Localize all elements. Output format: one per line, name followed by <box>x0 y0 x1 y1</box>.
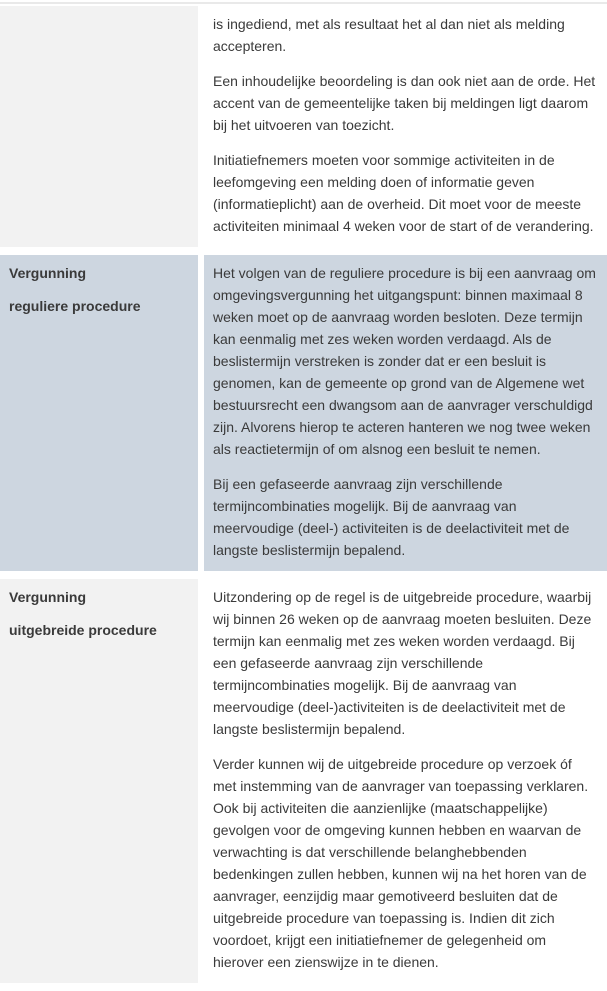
paragraph: Bij een gefaseerde aanvraag zijn verschillende termijncombinaties mogelijk. Bij de aanvraag van meervoudige (deel-) activiteiten is de deelactiviteit met de langste beslistermijn bepalend. <box>213 476 570 558</box>
row-label-title: Vergunning <box>9 589 86 605</box>
paragraph: Verder kunnen wij de uitgebreide procedure op verzoek óf met instemming van de aanvrager van toepassing verklaren. Ook bij activiteiten die aanzienlijke (maatschappelijke) gevolgen voor de omgeving kunnen hebben en waarvan de verwachting is dat verschillende belanghebbenden bedenkingen zullen hebben, kunnen wij na het horen van de aanvrager, eenzijdig maar gemotiveerd besluiten dat de uitgebreide procedure van toepassing is. Indien dit zich voordoet, krijgt een initiatiefnemer de gelegenheid om hierover een zienswijze in te dienen. <box>213 756 589 970</box>
paragraph: Het volgen van de reguliere procedure is bij een aanvraag om omgevingsvergunning het uitgangspunt: binnen maximaal 8 weken moet op de aanvraag worden besloten. Deze termijn kan eenmalig met zes weken worden verdaagd. Als de beslistermijn verstreken is zonder dat er een besluit is genomen, kan de gemeente op grond van de Algemene wet bestuursrecht een dwangsom aan de aanvrager verschuldigd zijn. Alvorens hierop te acteren hanteren we nog twee weken als reactietermijn of om alsnog een besluit te nemen. <box>213 265 596 457</box>
row-text-cell <box>204 255 607 571</box>
row-label-title: Vergunning <box>9 265 86 281</box>
table-row-reguliere-procedure <box>0 255 607 571</box>
paragraph: Initiatiefnemers moeten voor sommige activiteiten in de leefomgeving een melding doen of informatie geven (informatieplicht) aan de overheid. Dit moet voor de meeste activiteiten minimaal 4 weken voor de start of de verandering. <box>213 152 594 234</box>
paragraph: Uitzondering op de regel is de uitgebreide procedure, waarbij wij binnen 26 weken op de aanvraag moeten besluiten. Deze termijn kan eenmalig met zes weken worden verdaagd. Bij een gefaseerde aanvraag zijn verschillende termijncombinaties mogelijk. Bij de aanvraag van meervoudige (deel-)activiteiten is de deelactiviteit met de langste beslistermijn bepalend. <box>213 589 592 737</box>
row-text-cell <box>204 579 607 983</box>
row-label-subtitle: uitgebreide procedure <box>9 622 157 638</box>
row-label-cell <box>0 579 198 983</box>
table-row-uitgebreide-procedure <box>0 579 607 983</box>
row-text-cell <box>204 6 607 247</box>
row-label-cell <box>0 255 198 571</box>
paragraph: is ingediend, met als resultaat het al dan niet als melding accepteren. <box>213 16 565 54</box>
paragraph: Een inhoudelijke beoordeling is dan ook niet aan de orde. Het accent van de gemeentelijke taken bij meldingen ligt daarom bij het uitvoeren van toezicht. <box>213 73 596 133</box>
table-row-melding <box>0 6 607 247</box>
table-top-border <box>0 2 607 4</box>
row-label-subtitle: reguliere procedure <box>9 298 141 314</box>
row-label-cell-empty <box>0 6 198 247</box>
